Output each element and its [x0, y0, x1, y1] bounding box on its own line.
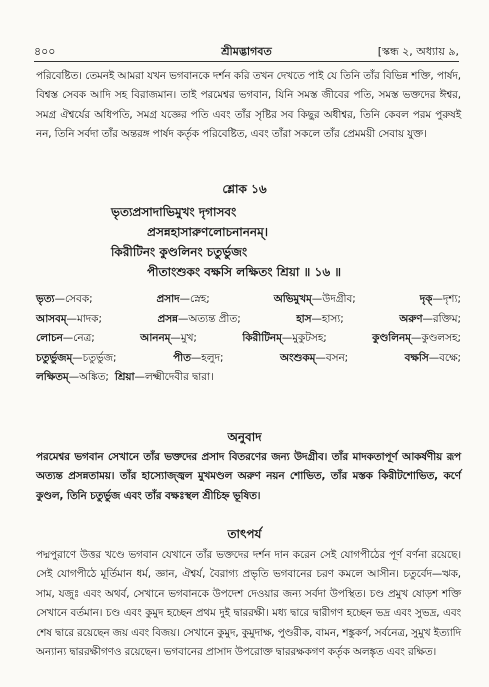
synonym-entry [157, 310, 240, 330]
verse-line-4: পীতাংশুকং বক্ষসি লক্ষিতং শ্রিয়া ॥ ১৬ ॥ [147, 265, 342, 279]
synonym-entry [399, 310, 461, 330]
page-number: ৪০০ [34, 45, 56, 58]
synonym-word: চতুর্ভুজম্ [36, 351, 73, 364]
synonym-row [36, 368, 461, 388]
synonym-meaning: —হলুদ; [190, 351, 224, 364]
synonym-meaning: —মুকুটসহ; [281, 332, 327, 345]
synonym-entry [157, 290, 210, 310]
synonym-entry [115, 368, 214, 388]
synonym-word: দৃক্ [419, 293, 433, 305]
synonym-entry [36, 368, 109, 388]
verse-line-3: কিরীটিনং কুণ্ডলিনং চতুর্ভুজং [111, 245, 248, 259]
synonym-word: কুণ্ডলিনম্ [372, 332, 411, 345]
word-for-word-synonyms [36, 290, 461, 388]
synonym-word: প্রসন্ন [157, 312, 178, 325]
synonym-meaning: —অত্যন্ত প্রীত; [178, 312, 241, 325]
synonym-entry [36, 349, 117, 369]
synonym-entry [36, 290, 93, 310]
synonym-word: শ্রিয়া [114, 371, 135, 384]
book-title: শ্রীমদ্ভাগবত [221, 45, 272, 58]
verse-line-2: প্রসন্নহাসারুণলোচনাননম্। [147, 225, 269, 239]
synonym-meaning: —বক্ষে; [428, 351, 461, 364]
synonym-meaning: —হাস্য; [311, 312, 344, 325]
synonym-row [36, 290, 461, 310]
synonym-entry [242, 329, 326, 349]
synonym-meaning: —চতুর্ভুজ; [72, 351, 117, 364]
synonym-entry [280, 349, 348, 369]
purport-text: পদ্মপুরাণে উত্তর খণ্ডে ভগবান যেখানে তাঁর ভক্তদের দর্শন দান করেন সেই যোগপীঠের পূর্ণ বর্ণনা রয়েছে। সেই যোগপীঠে মূর্তিমান ধর্ম, জ্ঞান, ঐশ্বর্য, বৈরাগ্য প্রভৃতি ভগবানের চরণ কমলে আসীন। চতুর্বেদ—ঋক, সাম, যজুঃ এবং অথর্ব, সেখানে ভগবানকে উপদেশ দেওয়ার জন্য সর্বদা উপস্থিত। চণ্ড প্রমুখ ষোড়শ শক্তি সেখানে বর্তমান। চণ্ড এবং কুমুদ হচ্ছেন প্রথম দুই দ্বাররক্ষী। মধ্য দ্বারে দ্বারীগণ হচ্ছেন ভদ্র এবং সুভদ্র, এবং শেষ দ্বারে রয়েছেন জয় এবং বিজয়। সেখানে কুমুদ, কুমুদাক্ষ, পুণ্ডরীক, বামন, শঙ্কুকর্ণ, সর্বনেত্র, সুমুখ ইত্যাদি অন্যান্য দ্বাররক্ষীগণও রয়েছেন। ভগবানের প্রাসাদ উপরোক্ত দ্বাররক্ষকগণ কর্তৃক অলঙ্কৃত এবং রক্ষিত। [36, 549, 461, 659]
translation-text: পরমেশ্বর ভগবান সেখানে তাঁর ভক্তদের প্রসাদ বিতরণের জন্য উদগ্রীব। তাঁর মাদকতাপূর্ণ আকর্ষণীয় রূপ অত্যন্ত প্রসন্নতাময়। তাঁর হাস্যোজ্জ্বল মুখমণ্ডল অরুণ নয়ন শোভিত, তাঁর মস্তক কিরীটশোভিত, কর্ণে কুণ্ডল, তিনি চতুর্ভুজ এবং তাঁর বক্ষঃস্থল শ্রীচিহ্ন ভূষিত। [36, 451, 461, 502]
synonym-meaning: —রক্তিম; [422, 312, 461, 325]
synonym-entry [36, 310, 102, 330]
intro-paragraph: পরিবেষ্টিত। তেমনই আমরা যখন ভগবানকে দর্শন করি তখন দেখতে পাই যে তিনি তাঁর বিভিন্ন শক্তি, পার্ষদ, বিশ্বস্ত সেবক আদি সহ বিরাজমান। তাই পরমেশ্বর ভগবান, যিনি সমস্ত জীবের পতি, সমস্ত ভক্তদের ঈশ্বর, সমগ্র ঐশ্বর্যের অধিপতি, সমগ্র যজ্ঞের পতি এবং তাঁর সৃষ্টির সব কিছুর অধীশ্বর, তিনি কেবল পরম পুরুষই নন, তিনি সর্বদা তাঁর অন্তরঙ্গ পার্ষদ কর্তৃক পরিবেষ্টিত, এবং তাঁরা সকলে তাঁর প্রেমময়ী সেবায় যুক্ত। [36, 70, 461, 141]
synonym-row [36, 329, 461, 349]
synonym-meaning: —সেবক; [54, 293, 93, 305]
synonym-meaning: —কুণ্ডলসহ; [410, 332, 461, 345]
verse-heading: শ্লোক ১৬ [222, 182, 267, 196]
synonym-word: আননম্ [140, 332, 171, 345]
synonym-word: লক্ষিতম্ [36, 371, 69, 384]
synonym-meaning: —স্নেহ; [179, 293, 210, 305]
synonym-meaning: —নেত্র; [62, 332, 95, 345]
synonym-entry [36, 329, 95, 349]
page-header [34, 42, 459, 60]
section-reference: [স্কন্ধ ২, অধ্যায় ৯, [377, 45, 459, 58]
synonym-entry [173, 349, 223, 369]
synonym-word: অভিমুখম্ [273, 293, 312, 305]
synonym-entry [296, 310, 344, 330]
synonym-word: আসবম্ [36, 312, 67, 325]
translation-heading: অনুবাদ [227, 430, 262, 444]
synonym-meaning: —মুখ; [170, 332, 197, 345]
header-rule [34, 61, 459, 62]
synonym-word: অরুণ [399, 312, 423, 325]
synonym-word: প্রসাদ [156, 293, 180, 305]
synonym-meaning: —দৃশ্য; [432, 293, 461, 305]
synonym-word: বক্ষসি [404, 351, 429, 364]
synonym-word: কিরীটিনম্ [242, 332, 282, 345]
verse-line-1: ভৃত্যপ্রসাদাভিমুখং দৃগাসবং [111, 205, 237, 219]
synonym-word: পীত [173, 351, 191, 364]
synonym-row [36, 349, 461, 369]
purport-heading: তাৎপর্য [227, 527, 262, 541]
synonym-meaning: —লক্ষ্মীদেবীর দ্বারা। [134, 371, 214, 384]
synonym-word: অংশুকম্ [279, 351, 316, 364]
synonym-word: ভৃত্য [36, 293, 55, 305]
synonym-meaning: —মাদক; [66, 312, 102, 325]
synonym-row [36, 310, 461, 330]
synonym-entry [405, 349, 461, 369]
synonym-meaning: —অঙ্কিত; [68, 371, 109, 384]
synonym-entry [140, 329, 197, 349]
synonym-meaning: —উদগ্রীব; [311, 293, 356, 305]
synonym-meaning: —বসন; [315, 351, 349, 364]
synonym-entry [420, 290, 461, 310]
synonym-word: লোচন [36, 332, 63, 345]
synonym-word: হাস [296, 312, 312, 325]
synonym-entry [372, 329, 461, 349]
synonym-entry [274, 290, 356, 310]
